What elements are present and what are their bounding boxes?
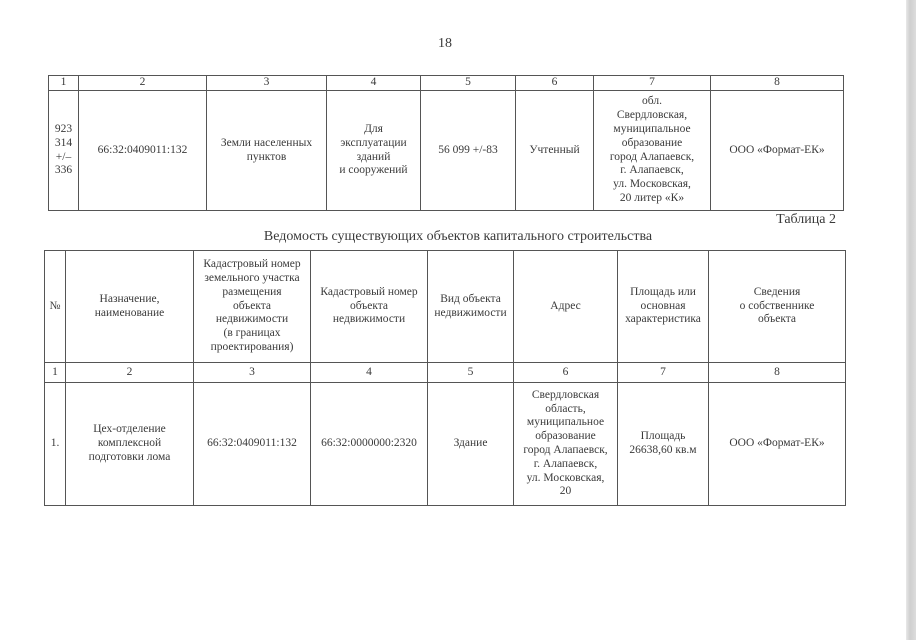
- owner-cell: ООО «Формат-ЕК»: [711, 91, 844, 211]
- page-number: 18: [438, 36, 452, 51]
- index-cell: 2: [79, 76, 207, 91]
- area-characteristic-cell: Площадь 26638,60 кв.м: [618, 383, 709, 506]
- scrollbar-edge: [906, 0, 916, 640]
- permitted-use-cell: Для эксплуатации зданий и сооружений: [327, 91, 421, 211]
- index-cell: 3: [194, 363, 311, 383]
- area-value-cell: 56 099 +/-83: [421, 91, 516, 211]
- area-cell: 923 314 +/– 336: [49, 91, 79, 211]
- object-type-cell: Здание: [428, 383, 514, 506]
- column-header: №: [45, 251, 66, 363]
- land-cadastral-number-cell: 66:32:0409011:132: [194, 383, 311, 506]
- column-header: Вид объекта недвижимости: [428, 251, 514, 363]
- column-header: Площадь или основная характеристика: [618, 251, 709, 363]
- index-cell: 1: [49, 76, 79, 91]
- status-cell: Учтенный: [516, 91, 594, 211]
- capital-objects-table: [44, 250, 846, 506]
- table-caption: Таблица 2: [776, 212, 836, 227]
- table-row: [45, 383, 846, 506]
- index-cell: 3: [207, 76, 327, 91]
- index-cell: 4: [311, 363, 428, 383]
- cadastral-number-cell: 66:32:0409011:132: [79, 91, 207, 211]
- column-header: Назначение, наименование: [66, 251, 194, 363]
- column-header: Сведения о собственнике объекта: [709, 251, 846, 363]
- column-header: Адрес: [514, 251, 618, 363]
- address-cell: Свердловская область, муниципальное образование город Алапаевск, г. Алапаевск, ул. Московская, 20: [514, 383, 618, 506]
- index-cell: 4: [327, 76, 421, 91]
- table-row: [49, 91, 844, 211]
- column-header: Кадастровый номер объекта недвижимости: [311, 251, 428, 363]
- table-title: Ведомость существующих объектов капитального строительства: [263, 229, 653, 244]
- index-cell: 5: [428, 363, 514, 383]
- index-cell: 1: [45, 363, 66, 383]
- column-index-row: [49, 76, 844, 91]
- index-cell: 7: [594, 76, 711, 91]
- index-cell: 6: [516, 76, 594, 91]
- object-cadastral-number-cell: 66:32:0000000:2320: [311, 383, 428, 506]
- index-cell: 8: [709, 363, 846, 383]
- address-cell: обл. Свердловская, муниципальное образование город Алапаевск, г. Алапаевск, ул. Московская, 20 литер «К»: [594, 91, 711, 211]
- column-header: Кадастровый номер земельного участка размещения объекта недвижимости (в границах проектирования): [194, 251, 311, 363]
- index-cell: 2: [66, 363, 194, 383]
- row-number-cell: 1.: [45, 383, 66, 506]
- index-cell: 7: [618, 363, 709, 383]
- header-row: [45, 251, 846, 363]
- land-parcel-table: [48, 75, 844, 211]
- object-name-cell: Цех-отделение комплексной подготовки лома: [66, 383, 194, 506]
- index-cell: 8: [711, 76, 844, 91]
- column-index-row: [45, 363, 846, 383]
- index-cell: 5: [421, 76, 516, 91]
- index-cell: 6: [514, 363, 618, 383]
- owner-cell: ООО «Формат-ЕК»: [709, 383, 846, 506]
- land-category-cell: Земли населенных пунктов: [207, 91, 327, 211]
